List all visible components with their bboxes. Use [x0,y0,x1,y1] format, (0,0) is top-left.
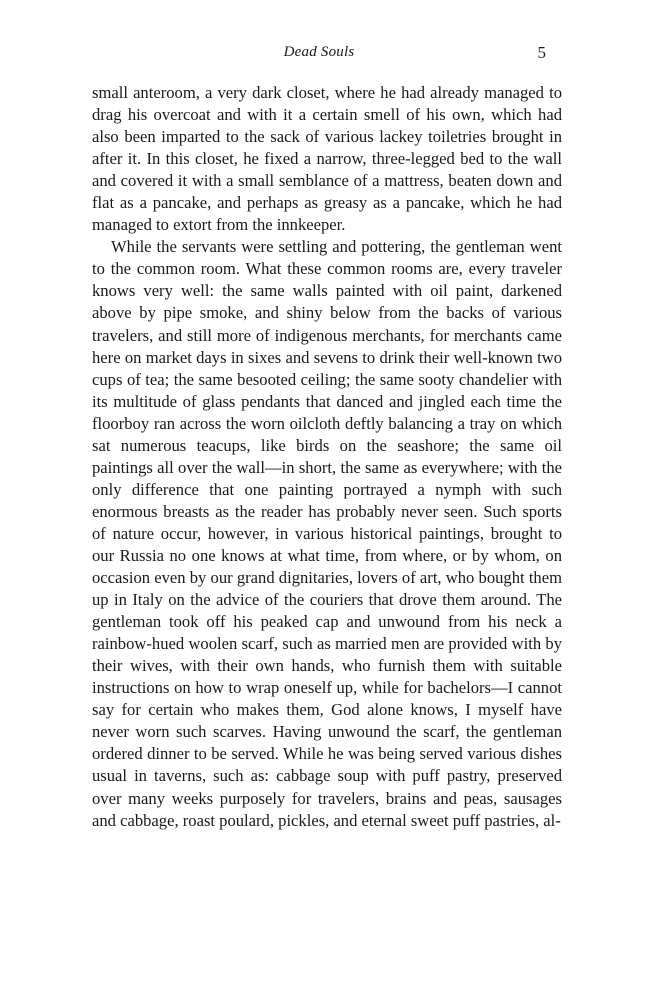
paragraph-continued: small anteroom, a very dark closet, where he had already managed to drag his overcoat and with it a certain smell of his own, which had also been imparted to the sack of various lackey toiletries brought in after it. In this closet, he fixed a narrow, three-legged bed to the wall and covered it with a small semblance of a mattress, beaten down and flat as a pancake, and perhaps as greasy as a pancake, which he had managed to extort from the innkeeper. [92,83,562,235]
running-head [92,44,546,68]
page-number: 5 [537,43,546,62]
paragraph-common-room: While the servants were settling and pottering, the gentleman went to the common room. What these common rooms are, every traveler knows very well: the same walls painted with oil paint, darkened above by pipe smoke, and shiny below from the backs of various travelers, and still more of indigenous merchants, for merchants came here on market days in sixes and sevens to drink their well-known two cups of tea; the same besooted ceiling; the same sooty chandelier with its multitude of glass pendants that danced and jingled each time the floorboy ran across the worn oilcloth deftly balancing a tray on which sat numerous teacups, like birds on the seashore; the same oil paintings all over the wall—in short, the same as everywhere; with the only difference that one painting portrayed a nymph with such enormous breasts as the reader has probably never seen. Such sports of nature occur, however, in various historical paintings, brought to our Russia no one knows at what time, from where, or by whom, on occasion even by our grand dignitaries, lovers of art, who bought them up in Italy on the advice of the couriers that drove them around. The gentleman took off his peaked cap and unwound from his neck a rainbow-hued woolen scarf, such as married men are provided with by their wives, with their own hands, who furnish them with suitable instructions on how to wrap oneself up, while for bachelors—I cannot say for certain who makes them, God alone knows, I myself have never worn such scarves. Having unwound the scarf, the gentleman ordered dinner to be served. While he was being served various dishes usual in taverns, such as: cabbage soup with puff pastry, preserved over many weeks purposely for travelers, brains and peas, sausages and cabbage, roast poulard, pickles, and eternal sweet puff pastries, al- [92,237,562,830]
running-title: Dead Souls [283,44,355,60]
body-text [92,82,562,832]
